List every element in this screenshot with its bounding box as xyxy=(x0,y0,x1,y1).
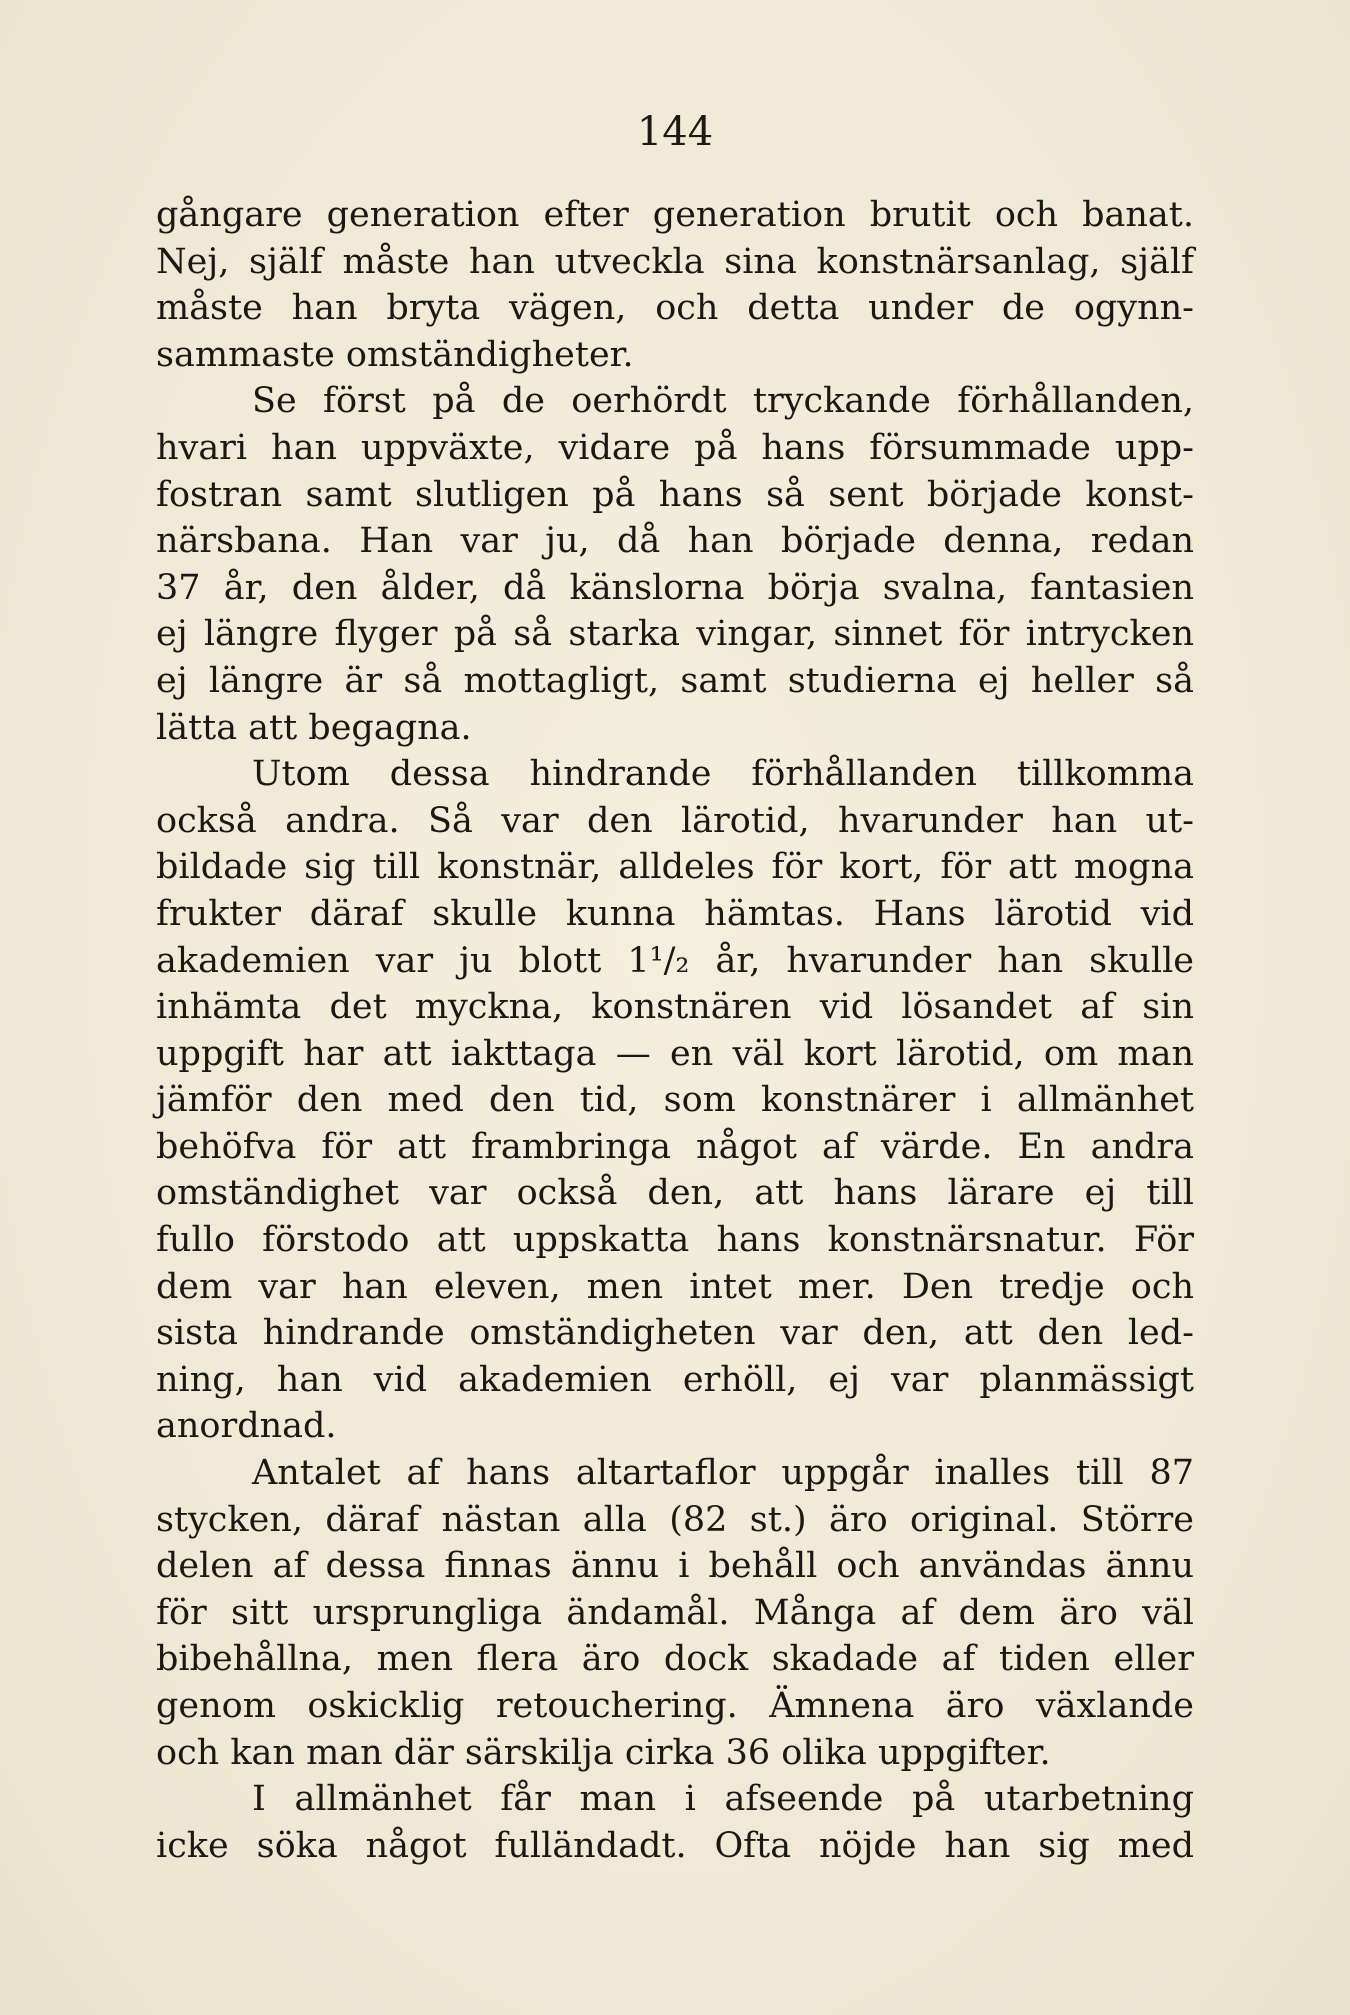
text-line: anordnad. xyxy=(156,1406,337,1447)
text-line: genom oskicklig retouchering. Ämnena äro växlande xyxy=(156,1686,1194,1726)
text-line: ning, han vid akademien erhöll, ej var planmässigt xyxy=(156,1359,1194,1400)
text-line: behöfva för att frambringa något af värde. En andra xyxy=(156,1126,1194,1167)
page-number: 144 xyxy=(636,109,714,155)
text-line: 37 år, den ålder, då känslorna börja svalna, fantasien xyxy=(156,567,1194,608)
text-line: frukter däraf skulle kunna hämtas. Hans lärotid vid xyxy=(156,893,1194,934)
text-line: fullo förstodo att uppskatta hans konstnärsnatur. För xyxy=(156,1220,1194,1261)
text-line: närsbana. Han var ju, då han började denna, redan xyxy=(156,521,1194,562)
text-line: sammaste omständigheter. xyxy=(156,334,634,375)
text-line: måste han bryta vägen, och detta under de ogynn- xyxy=(156,288,1194,329)
text-line: gångare generation efter generation brutit och banat. xyxy=(156,195,1194,235)
text-line: sista hindrande omständigheten var den, att den led- xyxy=(156,1313,1194,1354)
text-line: dem var han eleven, men intet mer. Den tredje och xyxy=(156,1266,1194,1307)
text-line: delen af dessa finnas ännu i behåll och användas ännu xyxy=(156,1546,1194,1587)
text-line: bibehållna, men flera äro dock skadade af tiden eller xyxy=(156,1639,1194,1680)
text-line: ej längre är så mottagligt, samt studierna ej heller så xyxy=(156,660,1194,701)
text-line: Antalet af hans altartaflor uppgår inalles till 87 xyxy=(252,1453,1194,1494)
text-line: också andra. Så var den lärotid, hvarunder han ut- xyxy=(156,800,1194,841)
text-line: bildade sig till konstnär, alldeles för kort, för att mogna xyxy=(156,847,1194,888)
text-line: jämför den med den tid, som konstnärer i allmänhet xyxy=(156,1080,1194,1121)
text-line: icke söka något fulländadt. Ofta nöjde han sig med xyxy=(156,1825,1194,1866)
text-line: hvari han uppväxte, vidare på hans försummade upp- xyxy=(156,427,1194,468)
text-line: lätta att begagna. xyxy=(156,707,472,748)
text-line: akademien var ju blott 1¹/₂ år, hvarunder han skulle xyxy=(156,940,1194,981)
text-line: Utom dessa hindrande förhållanden tillkomma xyxy=(252,754,1194,795)
text-line: fostran samt slutligen på hans så sent började konst- xyxy=(156,474,1194,515)
text-line: Nej, själf måste han utveckla sina konstnärsanlag, själf xyxy=(156,241,1194,282)
text-line: Se först på de oerhördt tryckande förhållanden, xyxy=(252,381,1194,422)
text-line: uppgift har att iakttaga — en väl kort lärotid, om man xyxy=(156,1033,1194,1074)
text-line: för sitt ursprungliga ändamål. Många af dem äro väl xyxy=(156,1592,1194,1633)
text-line: stycken, däraf nästan alla (82 st.) äro original. Större xyxy=(156,1499,1194,1540)
text-line: I allmänhet får man i afseende på utarbetning xyxy=(252,1779,1194,1820)
text-line: och kan man där särskilja cirka 36 olika uppgifter. xyxy=(156,1732,1051,1773)
text-line: ej längre flyger på så starka vingar, sinnet för intrycken xyxy=(156,614,1194,655)
text-line: inhämta det myckna, konstnären vid lösandet af sin xyxy=(156,987,1194,1028)
body-text xyxy=(156,192,1194,1869)
text-line: omständighet var också den, att hans lärare ej till xyxy=(156,1173,1194,1214)
